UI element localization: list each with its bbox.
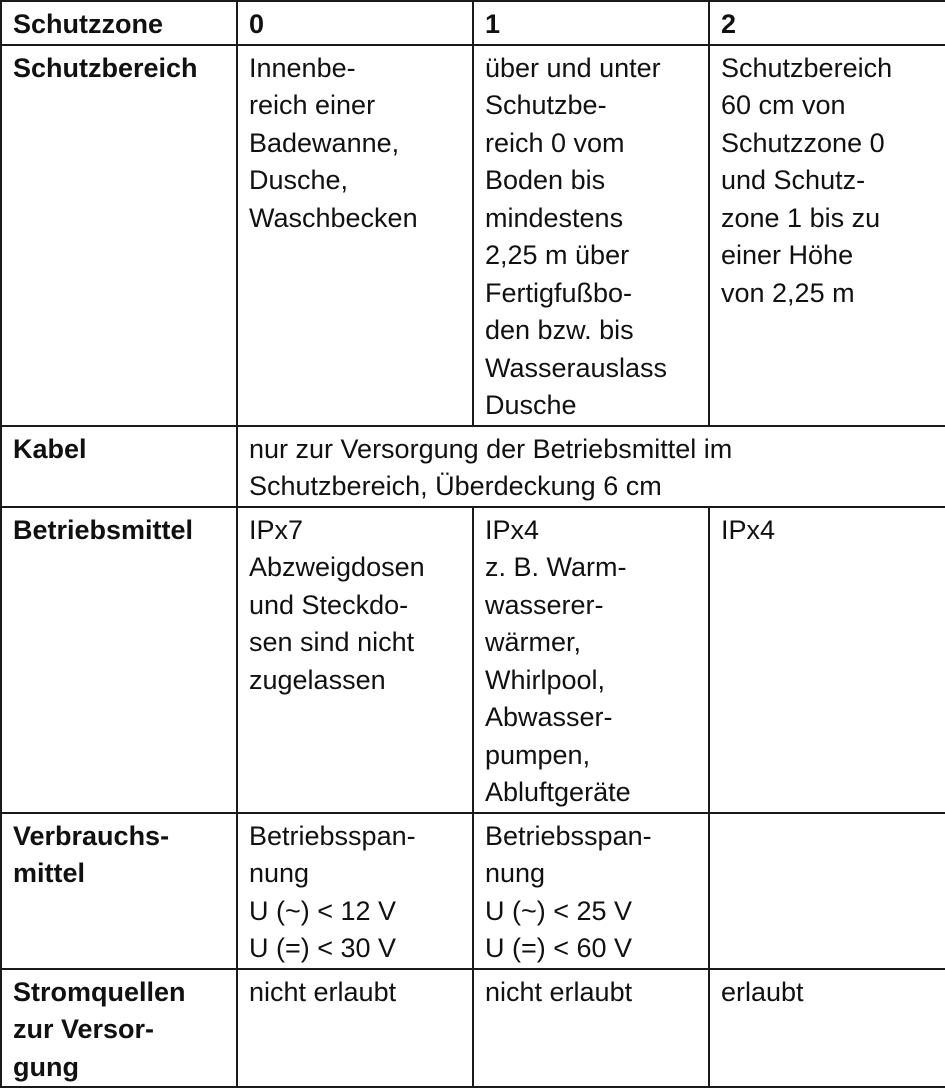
row-kabel [1, 426, 945, 507]
row-label: Betriebsmittel [13, 514, 194, 545]
cell-text-line: und Steckdo- [249, 589, 409, 620]
row-label-cell [1, 426, 237, 507]
cell-text-line: IPx7 [249, 514, 304, 545]
cell-text-line: reich 0 vom [485, 127, 625, 158]
cell-text-line: nur zur Versorgung der Betriebsmittel im [249, 433, 733, 464]
cell-text-line: pumpen, [485, 739, 591, 770]
cell-text-line: U (~) < 25 V [485, 895, 633, 926]
cell-text-line: gung [13, 1051, 79, 1082]
header-label: Schutzzone [13, 9, 164, 39]
header-zone-1 [473, 1, 709, 45]
row-label-cell [1, 45, 237, 426]
cell-text-line: 2,25 m über [485, 240, 630, 270]
cell-zone-1 [473, 45, 709, 426]
cell-text-line: Abluftgeräte [485, 777, 631, 807]
cell-zone-1 [473, 813, 709, 969]
cell-text-line: nicht erlaubt [249, 976, 397, 1007]
cell-text-line: Schutzbereich [721, 52, 893, 83]
cell-text-line: zur Versor- [13, 1014, 155, 1044]
header-label-cell [1, 1, 237, 45]
cell-text-line: Verbrauchs- [13, 820, 170, 851]
cell-text-line: Dusche [485, 390, 577, 420]
cell-zone-0 [237, 45, 473, 426]
row-label-cell [1, 507, 237, 813]
cell-zone-2 [709, 813, 945, 969]
cell-text-line: Dusche, [249, 165, 349, 195]
cell-text-line: Schutzbe- [485, 90, 607, 120]
row-stromquellen [1, 969, 945, 1088]
zone-number: 2 [721, 9, 737, 39]
row-verbrauchsmittel [1, 813, 945, 969]
zone-number: 0 [249, 9, 265, 39]
cell-text-line: und Schutz- [721, 165, 866, 195]
cell-text-line: den bzw. bis [485, 315, 634, 345]
cell-text-line: reich einer [249, 90, 376, 120]
cell-text-line: erlaubt [721, 976, 804, 1007]
cell-text-line: Boden bis [485, 165, 606, 195]
cell-zone-0 [237, 969, 473, 1088]
cell-text-line: IPx4 [485, 514, 540, 545]
cell-text-line: Abwasser- [485, 702, 613, 732]
cell-zone-0 [237, 507, 473, 813]
cell-text-line: mittel [13, 858, 86, 888]
row-label-cell [1, 969, 237, 1088]
cell-text-line: Badewanne, [249, 127, 400, 158]
cell-text-line: von 2,25 m [721, 277, 855, 308]
cell-zone-0 [237, 813, 473, 969]
cell-text-line: Schutzzone 0 [721, 127, 885, 158]
cell-all-zones [237, 426, 945, 507]
cell-text-line: sen sind nicht [249, 627, 415, 657]
row-label: Schutzbereich [13, 52, 198, 83]
cell-text-line: Fertigfußbo- [485, 277, 633, 308]
header-zone-0 [237, 1, 473, 45]
cell-text-line: zone 1 bis zu [721, 202, 881, 233]
cell-text-line: wärmer, [485, 627, 582, 657]
row-label: Kabel [13, 433, 87, 464]
cell-text-line: mindestens [485, 202, 624, 233]
cell-zone-2 [709, 507, 945, 813]
cell-text-line: Innenbe- [249, 52, 356, 83]
cell-text-line: Whirlpool, [485, 664, 606, 695]
cell-zone-1 [473, 969, 709, 1088]
cell-zone-1 [473, 507, 709, 813]
cell-text-line: Betriebsspan- [249, 820, 416, 851]
cell-text-line: z. B. Warm- [485, 552, 627, 582]
cell-text-line: nicht erlaubt [485, 976, 633, 1007]
cell-text-line: zugelassen [249, 664, 386, 695]
cell-text-line: IPx4 [721, 514, 776, 545]
cell-text-line: Schutzbereich, Überdeckung 6 cm [249, 471, 662, 501]
zone-number: 1 [485, 9, 501, 39]
cell-text-line: U (~) < 12 V [249, 895, 397, 926]
cell-text-line: nung [249, 858, 310, 888]
header-zone-2 [709, 1, 945, 45]
row-betriebsmittel [1, 507, 945, 813]
cell-text-line: U (=) < 60 V [485, 933, 633, 963]
cell-text-line: nung [485, 858, 546, 888]
cell-zone-2 [709, 969, 945, 1088]
row-schutzbereich [1, 45, 945, 426]
row-label-cell [1, 813, 237, 969]
cell-text-line: 60 cm von [721, 90, 846, 120]
cell-text-line: wasserer- [485, 589, 604, 620]
cell-text-line: einer Höhe [721, 240, 854, 270]
cell-text-line: Betriebsspan- [485, 820, 652, 851]
cell-text-line: über und unter [485, 52, 661, 83]
cell-text-line: U (=) < 30 V [249, 933, 397, 963]
header-row [1, 1, 945, 45]
cell-text-line: Wasserauslass [485, 352, 668, 383]
cell-text-line: Stromquellen [13, 976, 186, 1007]
cell-zone-2 [709, 45, 945, 426]
cell-text-line: Waschbecken [249, 202, 418, 233]
cell-text-line: Abzweigdosen [249, 552, 425, 582]
